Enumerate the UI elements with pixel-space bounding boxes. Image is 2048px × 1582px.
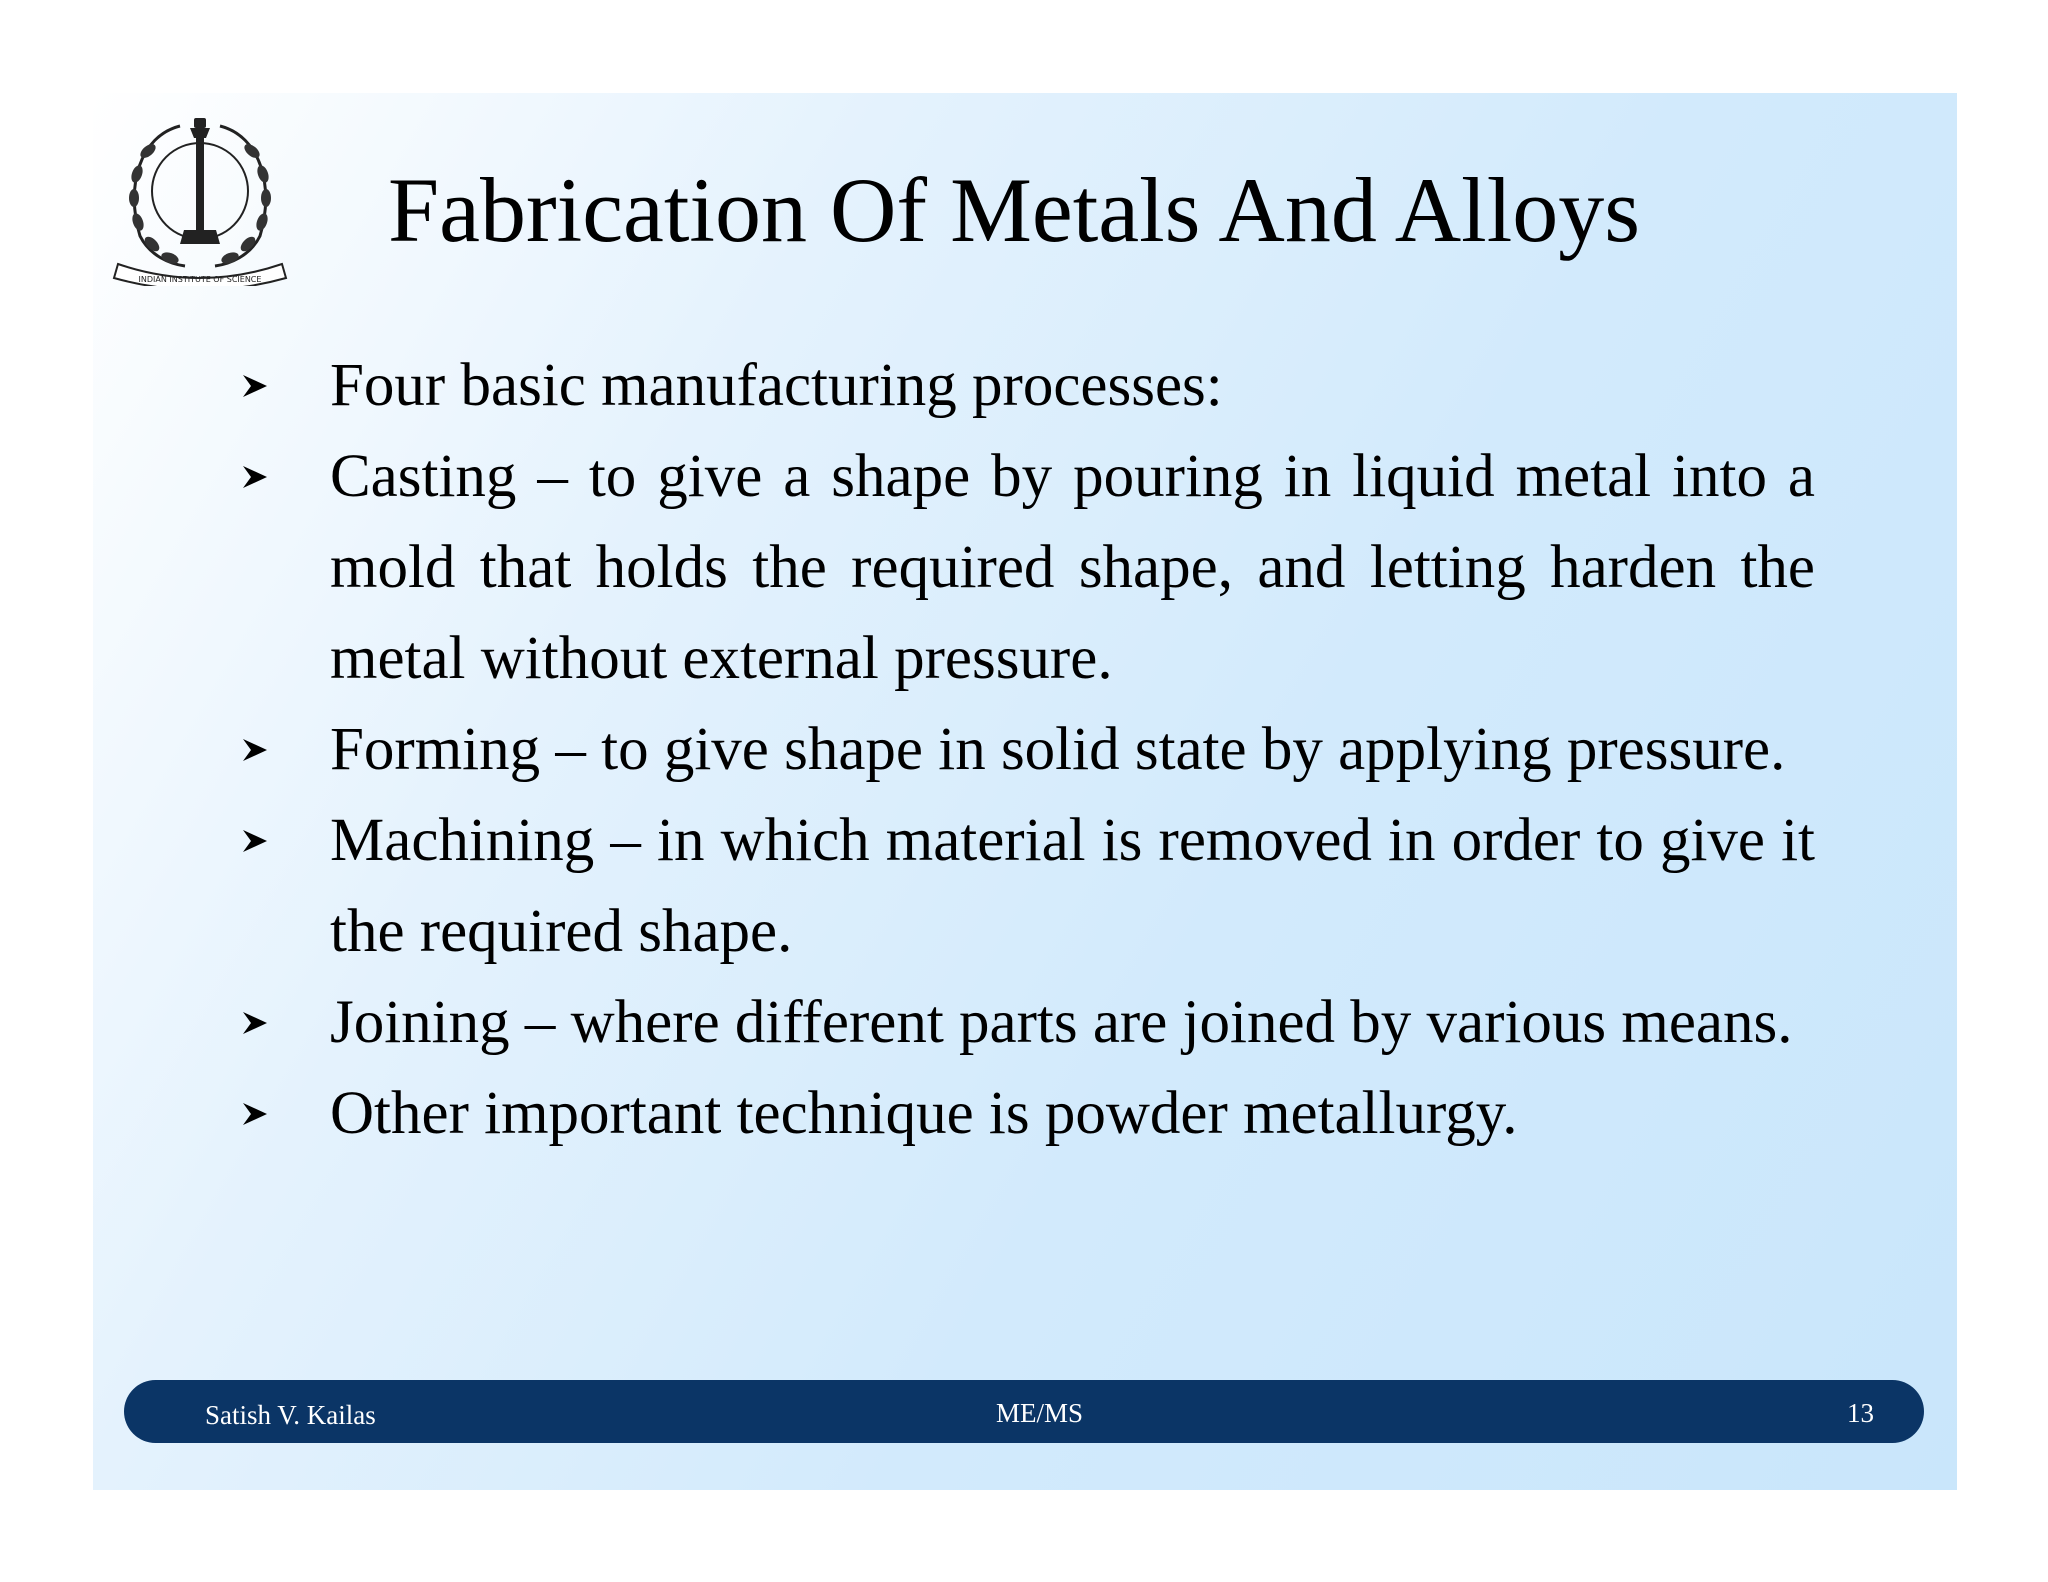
- bullet-text: Casting – to give a shape by pouring in liquid metal into a mold that holds the required shape, and letting harden the metal without external pressure.: [330, 443, 1815, 692]
- arrowhead-bullet-icon: [235, 704, 275, 795]
- list-item: [235, 431, 1815, 704]
- slide-title: Fabrication Of Metals And Alloys: [388, 159, 1641, 261]
- arrowhead-bullet-icon: [235, 977, 275, 1068]
- bullet-text: Forming – to give shape in solid state by applying pressure.: [330, 716, 1786, 783]
- list-item: [235, 795, 1815, 977]
- bullet-text: Four basic manufacturing processes:: [330, 352, 1223, 419]
- bullet-text: Other important technique is powder metallurgy.: [330, 1080, 1518, 1147]
- iisc-emblem-icon: [110, 96, 290, 286]
- list-item: [235, 704, 1815, 795]
- arrowhead-bullet-icon: [235, 431, 275, 522]
- bullet-list: [235, 340, 1815, 1159]
- list-item: [235, 1068, 1815, 1159]
- arrowhead-bullet-icon: [235, 1068, 275, 1159]
- bullet-text: Joining – where different parts are joined by various means.: [330, 989, 1793, 1056]
- page-number: 13: [1847, 1398, 1874, 1428]
- footer-bar: [124, 1380, 1924, 1443]
- logo-banner-text: INDIAN INSTITUTE OF SCIENCE: [138, 275, 262, 284]
- arrowhead-bullet-icon: [235, 340, 275, 431]
- footer-author: Satish V. Kailas: [205, 1400, 376, 1430]
- footer-department: ME/MS: [996, 1398, 1084, 1428]
- list-item: [235, 340, 1815, 431]
- bullet-text: Machining – in which material is removed in order to give it the required shape.: [330, 807, 1815, 965]
- arrowhead-bullet-icon: [235, 795, 275, 886]
- list-item: [235, 977, 1815, 1068]
